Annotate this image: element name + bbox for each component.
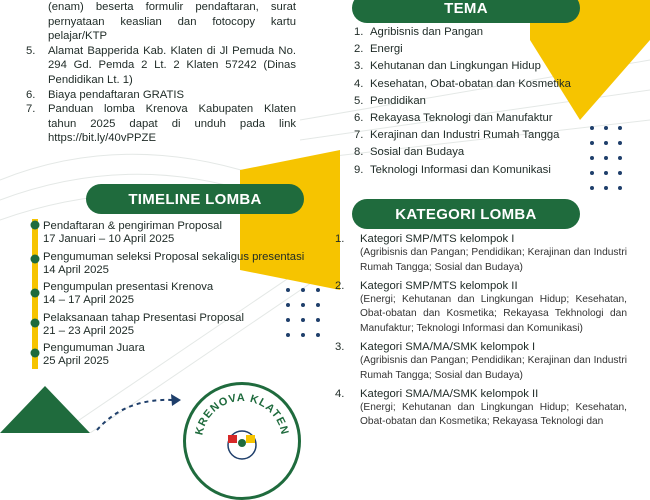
requirement-item: 7. Panduan lomba Krenova Kabupaten Klaten tahun 2025 dapat di unduh pada link https://bit.ly/40vPPZE	[26, 103, 296, 145]
kategori-item: 2. Kategori SMP/MTS kelompok II (Energi; Kehutanan dan Lingkungan Hidup; Kesehatan, Obat-obatan dan Kosmetika; Rekayasa Tekhnologi dan Manufaktur; Teknologi Informasi dan Komunikasi)	[335, 279, 627, 335]
dashed-arrow-icon	[95, 390, 185, 433]
tema-item: 1. Agribisnis dan Pangan	[354, 26, 484, 38]
kategori-item: 1. Kategori SMP/MTS kelompok I (Agribisnis dan Pangan; Pendidikan; Kerajinan dan Industri Rumah Tangga; Sosial dan Budaya)	[335, 233, 627, 273]
kategori-list	[335, 232, 627, 433]
svg-text:KRENOVA KLATEN: KRENOVA KLATEN	[193, 391, 291, 437]
tema-item: 6. Rekayasa Teknologi dan Manufaktur	[354, 112, 553, 125]
tema-item: 3. Kehutanan dan Lingkungan Hidup	[354, 60, 541, 73]
tema-heading: TEMA	[352, 0, 580, 23]
timeline-item: Pendaftaran & pengiriman Proposal 17 Januari – 10 April 2025	[43, 220, 222, 245]
tema-item: 8. Sosial dan Budaya	[354, 146, 465, 159]
requirement-item: 6. Biaya pendaftaran GRATIS	[26, 88, 185, 101]
timeline-item: Pengumpulan presentasi Krenova 14 – 17 April 2025	[43, 281, 214, 306]
kategori-heading: KATEGORI LOMBA	[352, 199, 580, 229]
dot-grid-right	[590, 126, 622, 190]
green-shape-bottom-left	[0, 386, 90, 433]
timeline-item: Pengumuman Juara 25 April 2025	[43, 342, 145, 367]
krenova-logo	[183, 382, 301, 500]
timeline-item: Pelaksanaan tahap Presentasi Proposal 21 – 23 April 2025	[43, 311, 244, 337]
logo-emblem-icon	[186, 385, 298, 497]
requirement-item: (enam) beserta formulir pendaftaran, surat pernyataan keaslian dan fotocopy kartu pelajar/KTP	[48, 1, 296, 43]
kategori-item: 3. Kategori SMA/MA/SMK kelompok I (Agribisnis dan Pangan; Pendidikan; Kerajinan dan Industri Rumah Tangga; Sosial dan Budaya)	[335, 340, 627, 381]
timeline-list	[43, 220, 304, 373]
tema-item: 7. Kerajinan dan Industri Rumah Tangga	[354, 129, 560, 142]
tema-item: 5. Pendidikan	[354, 94, 426, 107]
timeline-heading: TIMELINE LOMBA	[86, 184, 304, 214]
timeline-item: Pengumuman seleksi Proposal sekaligus presentasi 14 April 2025	[43, 250, 305, 276]
requirement-item: 5. Alamat Bapperida Kab. Klaten di Jl Pemuda No. 294 Gd. Pemda 2 Lt. 2 Klaten 57242 (Dinas Pendidikan Lt. 1)	[26, 44, 296, 86]
tema-item: 9. Teknologi Informasi dan Komunikasi	[354, 163, 551, 176]
timeline-bar	[30, 219, 40, 369]
tema-item: 2. Energi	[354, 43, 403, 56]
tema-item: 4. Kesehatan, Obat-obatan dan Kosmetika	[354, 77, 571, 90]
kategori-item: 4. Kategori SMA/MA/SMK kelompok II (Energi; Kehutanan dan Lingkungan Hidup; Kesehatan, Obat-obatan dan Kosmetika; Rekayasa Teknologi dan	[335, 387, 627, 428]
requirements-list	[26, 0, 296, 146]
tema-list	[354, 24, 571, 179]
